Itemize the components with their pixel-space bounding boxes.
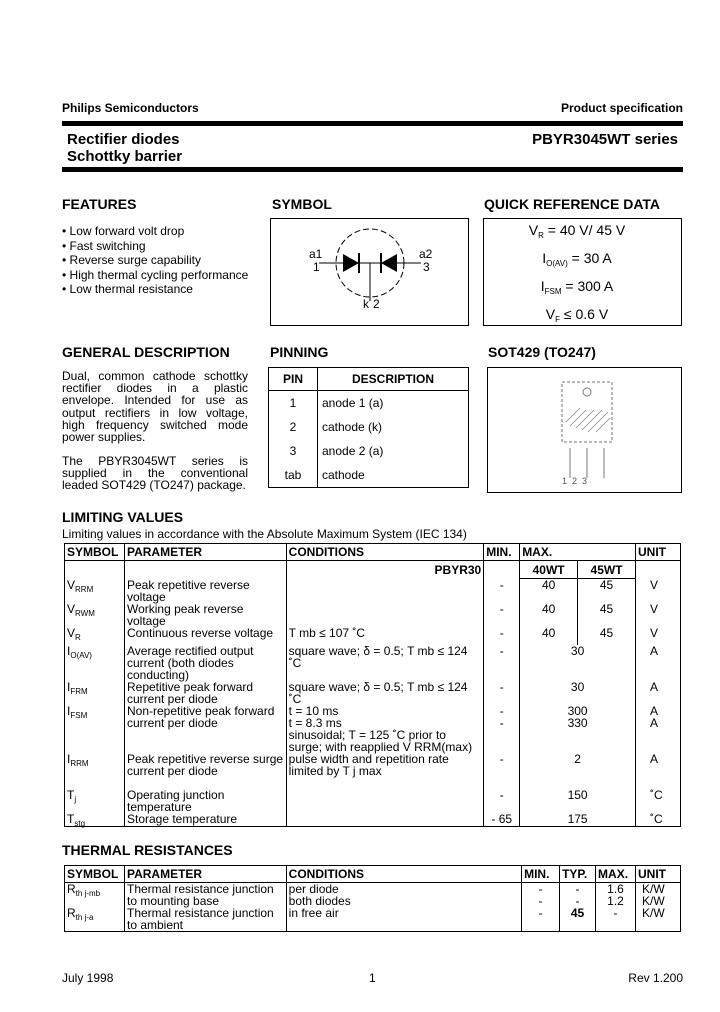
title-rule xyxy=(62,167,683,172)
table-row: $I_{O(AV)}$ Average rectified output current (both diodes conducting) square wave; δ = 0.5; T mb ≤ 124 ˚C - 30 A xyxy=(65,645,681,681)
symbol-cell: $V_{RRM}$ xyxy=(65,579,125,603)
package-pin-labels: 1 2 3 xyxy=(562,476,588,486)
table-row: $V_{RRM}$ Peak repetitive reverse voltage - 40 45 V xyxy=(65,579,681,603)
package-drawing xyxy=(487,367,682,493)
general-p2: The PBYR3045WT series is supplied in the conventional leaded SOT429 (TO247) package. xyxy=(62,454,248,493)
table-row: $T_j$ Operating junction temperature - 150 ˚C xyxy=(65,789,681,813)
title-line2: Schottky barrier xyxy=(67,148,183,165)
limiting-intro: Limiting values in accordance with the Absolute Maximum System (IEC 134) xyxy=(62,527,467,541)
thermal-heading: THERMAL RESISTANCES xyxy=(62,842,233,858)
general-heading: GENERAL DESCRIPTION xyxy=(62,344,230,360)
part-number: PBYR3045WT series xyxy=(532,131,678,148)
feature-item: • Low thermal resistance xyxy=(62,282,193,296)
symbol-cell: $I_{FSM}$ xyxy=(65,705,125,753)
title-line1: Rectifier diodes xyxy=(67,131,180,148)
symbol-cell: $I_{FRM}$ xyxy=(65,681,125,705)
feature-item: • Reverse surge capability xyxy=(62,253,201,267)
label-a2: a2 xyxy=(419,247,433,261)
label-pin3: 3 xyxy=(423,260,430,274)
package-graphic xyxy=(488,368,681,492)
table-row: tab cathode xyxy=(269,463,469,488)
table-row: 2 cathode (k) xyxy=(269,415,469,439)
table-row: $R_{th j-mb}$ Thermal resistance junction to mounting base per diode both diodes - - - - 1.6 1.2 K/W K/W xyxy=(65,883,681,908)
feature-item: • Fast switching xyxy=(62,238,146,253)
symbol-cell: $V_{RWM}$ xyxy=(65,603,125,627)
table-row: $I_{FSM}$ Non-repetitive peak forward current per diode t = 10 ms t = 8.3 ms sinusoidal; T = 125 ˚C prior to surge; with reapplied V RRM(max) - - 300 330 A A xyxy=(65,705,681,753)
pin-col-header: PIN xyxy=(269,368,318,391)
table-row: $R_{th j-a}$ Thermal resistance junction to ambient in free air - 45 - K/W xyxy=(65,907,681,932)
feature-item: • High thermal cycling performance xyxy=(62,267,249,282)
table-row: $V_R$ Continuous reverse voltage T mb ≤ 107 ˚C - 40 45 V xyxy=(65,627,681,645)
qrd-box xyxy=(483,218,682,326)
table-row: $T_{stg}$ Storage temperature - 65 175 ˚C xyxy=(65,813,681,827)
symbol-heading: SYMBOL xyxy=(272,196,332,212)
company-name: Philips Semiconductors xyxy=(62,101,199,115)
limiting-heading: LIMITING VALUES xyxy=(62,509,184,525)
symbol-cell: $I_{O(AV)}$ xyxy=(65,645,125,681)
symbol-cell: $V_R$ xyxy=(65,627,125,645)
label-pin1: 1 xyxy=(313,260,320,274)
doc-type: Product specification xyxy=(560,101,683,115)
pinning-table xyxy=(268,367,469,488)
qrd-row-io: $I_{O(AV)} = 30$ A xyxy=(542,250,612,268)
feature-item: • Low forward volt drop xyxy=(62,224,185,238)
footer-page: 1 xyxy=(369,971,376,985)
label-k: k xyxy=(363,297,369,311)
label-pin2: 2 xyxy=(373,297,380,311)
general-p1: Dual, common cathode schottky rectifier diodes in a plastic envelope. Intended for use as output rectifiers in low voltage, high frequency switched mode power supplies. xyxy=(62,369,248,445)
thermal-table: SYMBOL PARAMETER CONDITIONS MIN. TYP. MAX. UNIT $R_{th j-mb}$ Thermal resistance junction to mounting base per diode both diodes - - - - 1.6 1.2 K/W K/W $R_{th j-a}$ Thermal resistance junction to ambient in free air - 45 - K/W xyxy=(64,865,681,932)
desc-col-header: DESCRIPTION xyxy=(318,368,469,391)
table-row: $I_{RRM}$ Peak repetitive reverse surge current per diode pulse width and repetition rate limited by T j max - 2 A xyxy=(65,753,681,789)
qrd-heading: QUICK REFERENCE DATA xyxy=(484,196,661,212)
qrd-row-vf: $V_F \le 0.6$ V xyxy=(545,306,609,324)
footer-date: July 1998 xyxy=(62,971,114,985)
qrd-row-vr: $V_R = 40$ V/ 45 V xyxy=(528,222,626,240)
pinning-heading: PINNING xyxy=(270,344,329,360)
features-list xyxy=(62,224,248,297)
features-heading: FEATURES xyxy=(62,196,137,212)
limiting-table: SYMBOL PARAMETER CONDITIONS MIN. MAX. UNIT PBYR30 40WT 45WT $V_{RRM}$ Peak repetitive reverse voltage - 40 45 V $V_{RWM}$ Working peak reverse voltage - 40 45 V $V_R$ Continuous reverse voltage T mb ≤ 107 ˚C - 40 45 V $I_{O(AV)}$ Average rectified output current (both diodes conducting) square wave; δ = 0.5; T mb ≤ 124 ˚C - 30 A $I_{FRM}$ Repetitive peak forward current per diode square wave; δ = 0.5; T mb ≤ 124 ˚C - 30 A $I_{FSM}$ Non-repetitive peak forward current per diode t = 10 ms t = 8.3 ms sinusoidal; T = 125 ˚C prior to surge; with reapplied V RRM(max) - - 300 330 A A $I_{RRM}$ Peak repetitive reverse surge current per diode pulse width and repetition rate limited by T j max - 2 A $T_j$ Operating junction temperature - 150 ˚C $T_{stg}$ Storage temperature - 65 175 ˚C xyxy=(64,543,681,827)
symbol-cell: $I_{RRM}$ xyxy=(65,753,125,789)
table-row: 1 anode 1 (a) xyxy=(269,391,469,416)
diode-symbol xyxy=(270,218,469,326)
diode-symbol-graphic xyxy=(271,219,468,325)
footer-rev: Rev 1.200 xyxy=(628,971,683,985)
symbol-cell: $T_j$ xyxy=(65,789,125,813)
table-row: $I_{FRM}$ Repetitive peak forward current per diode square wave; δ = 0.5; T mb ≤ 124 ˚C - 30 A xyxy=(65,681,681,705)
symbol-cell: $T_{stg}$ xyxy=(65,813,125,827)
table-row: $V_{RWM}$ Working peak reverse voltage - 40 45 V xyxy=(65,603,681,627)
package-heading: SOT429 (TO247) xyxy=(488,344,596,360)
qrd-row-ifsm: $I_{FSM} = 300$ A xyxy=(540,278,614,296)
table-row: 3 anode 2 (a) xyxy=(269,439,469,463)
label-a1: a1 xyxy=(309,247,323,261)
top-rule xyxy=(62,121,683,126)
